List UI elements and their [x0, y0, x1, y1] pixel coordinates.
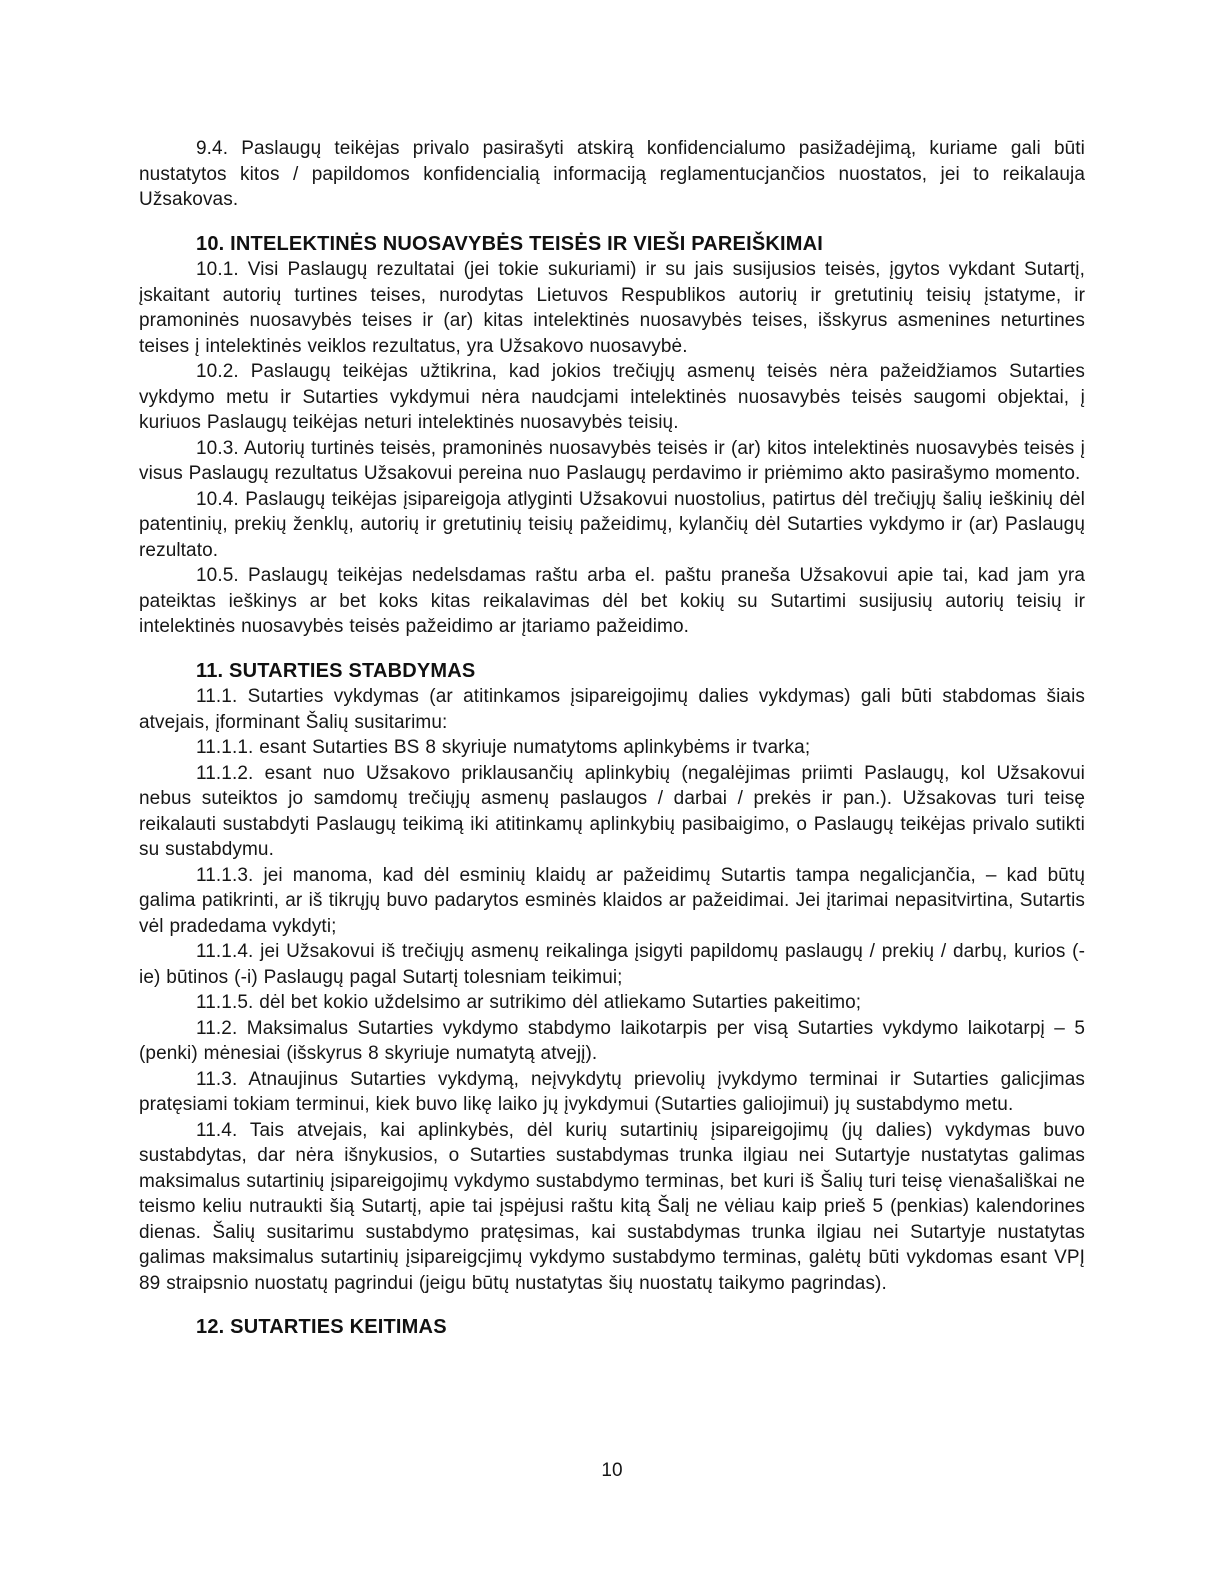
clause-11-1-3: 11.1.3. jei manoma, kad dėl esminių klaidų ar pažeidimų Sutartis tampa negalicjančia, – kad būtų galima patikrinti, ar iš tikrųjų buvo padarytos esminės klaidos ar pažeidimai. Jei įtarimai nepasitvirtina, Sutartis vėl pradedama vykdyti; — [139, 864, 1085, 937]
clause-10-2: 10.2. Paslaugų teikėjas užtikrina, kad jokios trečiųjų asmenų teisės nėra pažeidžiamos Sutarties vykdymo metu ir Sutarties vykdymui nėra naudcjami intelektinės nuosavybės teisės saugomi objektai, į kuriuos Paslaugų teikėjas neturi intelektinės nuosavybės teisių. — [139, 361, 1085, 433]
clause-11-2: 11.2. Maksimalus Sutarties vykdymo stabdymo laikotarpis per visą Sutarties vykdymo laikotarpį – 5 (penki) mėnesiai (išskyrus 8 skyriuje numatytą atvejį). — [139, 1017, 1085, 1064]
clause-10-3: 10.3. Autorių turtinės teisės, pramoninės nuosavybės teisės ir (ar) kitos intelektinės nuosavybės teisės į visus Paslaugų rezultatus Užsakovui pereina nuo Paslaugų perdavimo ir priėmimo akto pasirašymo momento. — [139, 437, 1085, 484]
clause-10-4: 10.4. Paslaugų teikėjas įsipareigoja atlyginti Užsakovui nuostolius, patirtus dėl trečiųjų šalių ieškinių dėl patentinių, prekių ženklų, autorių ir gretutinių teisių pažeidimų, kylančių dėl Sutarties vykdymo ir (ar) Paslaugų rezultato. — [139, 488, 1085, 561]
document-body — [139, 136, 1085, 1341]
clause-11-3: 11.3. Atnaujinus Sutarties vykdymą, neįvykdytų prievolių įvykdymo terminai ir Sutarties galicjimas pratęsiami tokiam terminui, kiek buvo likę laiko jų įvykdymui (Sutarties galiojimui) jų sustabdymo metu. — [139, 1068, 1085, 1115]
clause-11-1-5: 11.1.5. dėl bet kokio uždelsimo ar sutrikimo dėl atliekamo Sutarties pakeitimo; — [196, 992, 862, 1013]
clause-11-4: 11.4. Tais atvejais, kai aplinkybės, dėl kurių sutartinių įsipareigojimų (jų dalies) vykdymas buvo sustabdytas, dar nėra išnykusios, o Sutarties sustabdymas trunka ilgiau nei Sutartyje nustatytas galimas maksimalus sutartinių įsipareigojimų vykdymo sustabdymo terminas, bet kuri iš Šalių turi teisę vienašališkai ne teismo keliu nutraukti šią Sutartį, apie tai įspėjusi raštu kitą Šalį ne vėliau kaip prieš 5 (penkias) kalendorines dienas. Šalių susitarimu sustabdymo pratęsimas, kai sustabdymas trunka ilgiau nei Sutartyje nustatytas galimas maksimalus sutartinių įsipareigcjimų vykdymo sustabdymo terminas, galėtų būti vykdomas esant VPĮ 89 straipsnio nuostatų pagrindui (jeigu būtų nustatytas šių nuostatų taikymo pagrindas). — [139, 1119, 1085, 1294]
clause-11-1-4: 11.1.4. jei Užsakovui iš trečiųjų asmenų reikalinga įsigyti papildomų paslaugų / prekių / darbų, kurios (-ie) būtinos (-i) Paslaugų pagal Sutartį tolesniam teikimui; — [139, 941, 1085, 988]
section-heading-12: 12. SUTARTIES KEITIMAS — [196, 1316, 447, 1338]
section-heading-11: 11. SUTARTIES STABDYMAS — [196, 659, 476, 682]
section-heading-10: 10. INTELEKTINĖS NUOSAVYBĖS TEISĖS IR VIEŠI PAREIŠKIMAI — [196, 232, 824, 255]
clause-11-1-2: 11.1.2. esant nuo Užsakovo priklausančių aplinkybių (negalėjimas priimti Paslaugų, kol Užsakovui nebus suteiktos jo samdomų trečiųjų asmenų paslaugos / darbai / prekės ir pan.). Užsakovas turi teisę reikalauti sustabdyti Paslaugų teikimą iki atitinkamų aplinkybių pasibaigimo, o Paslaugų teikėjas privalo sutikti su sustabdymu. — [139, 762, 1085, 860]
clause-10-1: 10.1. Visi Paslaugų rezultatai (jei tokie sukuriami) ir su jais susijusios teisės, įgytos vykdant Sutartį, įskaitant autorių turtines teises, nurodytas Lietuvos Respublikos autorių ir gretutinių teisių įstatyme, ir pramoninės nuosavybės teises ir (ar) kitas intelektinės nuosavybės teises, išskyrus asmenines neturtines teises į intelektinės veiklos rezultatus, yra Užsakovo nuosavybė. — [139, 259, 1085, 357]
clause-10-5: 10.5. Paslaugų teikėjas nedelsdamas raštu arba el. paštu praneša Užsakovui apie tai, kad jam yra pateiktas ieškinys ar bet koks kitas reikalavimas dėl bet kokių su Sutartimi susijusių autorių teisių ir intelektinės nuosavybės teisės pažeidimo ar įtariamo pažeidimo. — [139, 565, 1085, 637]
clause-9-4: 9.4. Paslaugų teikėjas privalo pasirašyti atskirą konfidencialumo pasižadėjimą, kuriame gali būti nustatytos kitos / papildomos konfidencialią informaciją reglamentucjančios nuostatos, jei to reikalauja Užsakovas. — [139, 138, 1085, 210]
clause-11-1: 11.1. Sutarties vykdymas (ar atitinkamos įsipareigojimų dalies vykdymas) gali būti stabdomas šiais atvejais, įforminant Šalių susitarimu: — [139, 686, 1085, 733]
clause-11-1-1: 11.1.1. esant Sutarties BS 8 skyriuje numatytoms aplinkybėms ir tvarka; — [196, 737, 811, 758]
page-number: 10 — [601, 1460, 623, 1481]
